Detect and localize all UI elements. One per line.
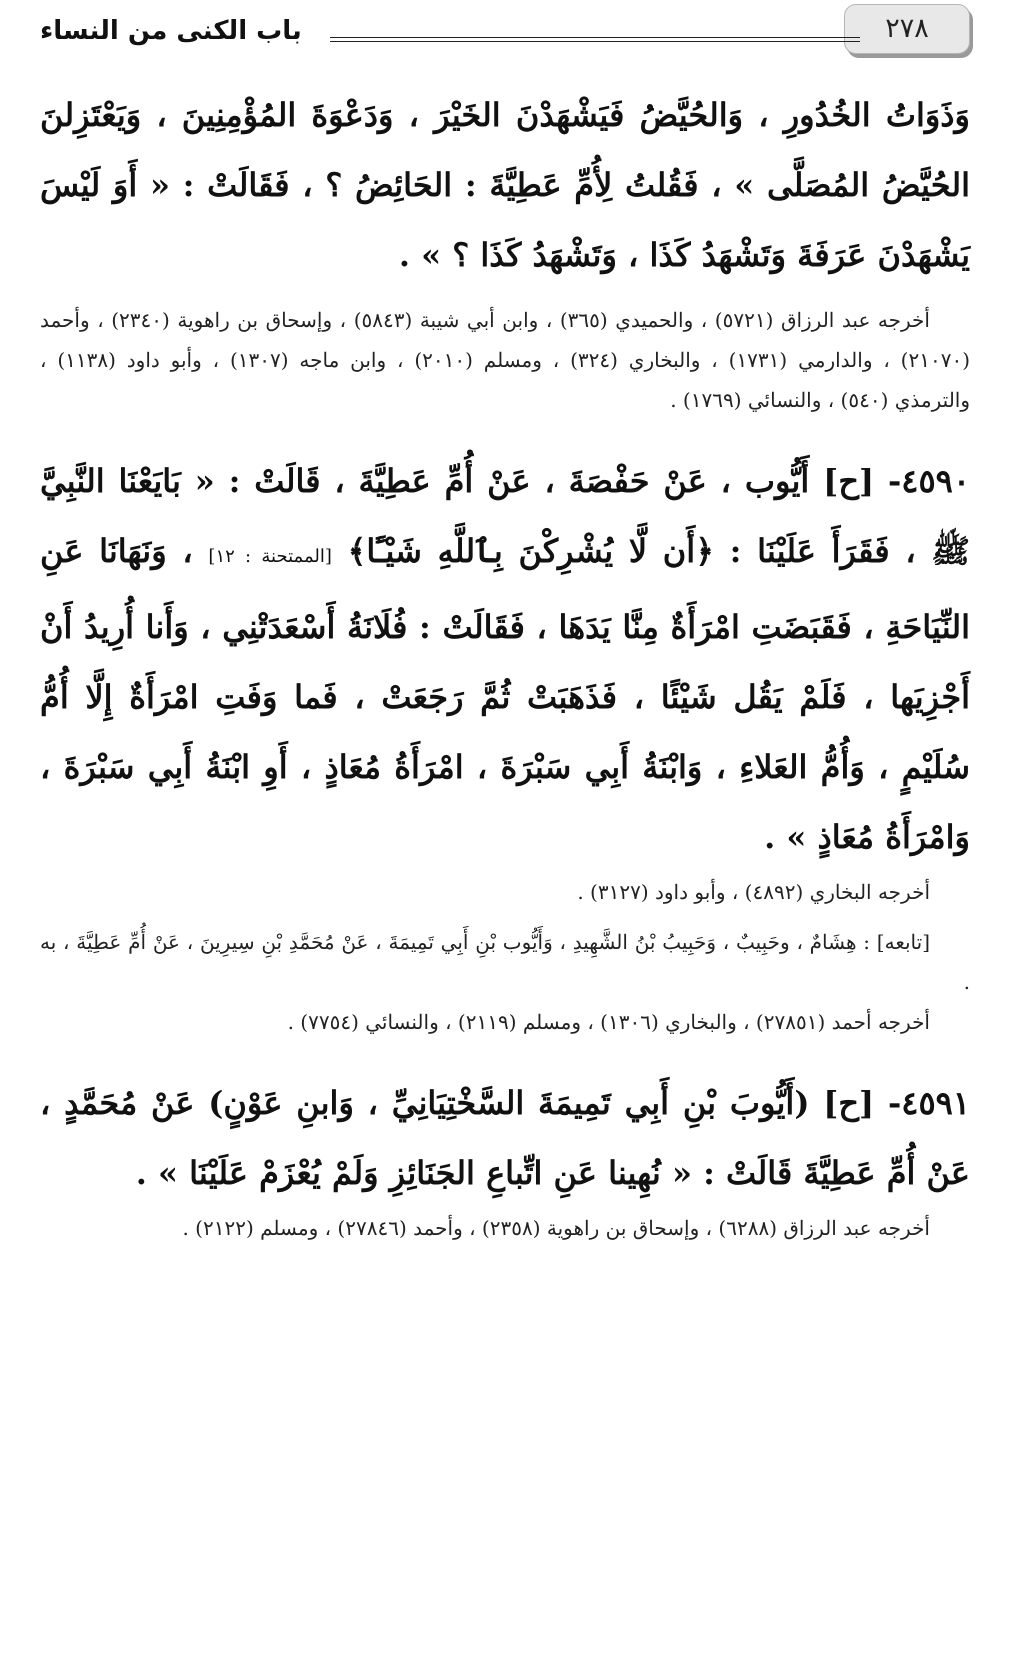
hadith-text-part: ٤٥٩٠- [ح] أَيُّوب ، عَنْ حَفْصَةَ ، عَنْ أُمِّ عَطِيَّةَ ، قَالَتْ : « بَايَعْنَا النَّبِيَّ ﷺ ، فَقَرَأَ عَلَيْنَا :	[40, 462, 971, 570]
quran-verse: ﴿أَن لَّا يُشْرِكْنَ بِٱللَّهِ شَيْـًٔا﴾	[347, 532, 714, 570]
hadith-text-part: ، وَنَهَانَا عَنِ النِّيَاحَةِ ، فَقَبَضَتِ امْرَأَةٌ مِنَّا يَدَهَا ، فَقَالَتْ : فُلَانَةُ أَسْعَدَتْنِي ، وَأَنا أُرِيدُ أَنْ أَجْزِيَها ، فَلَمْ يَقُل شَيْئًا ، فَذَهَبَتْ ثُمَّ رَجَعَتْ ، فَما وَفَتِ امْرَأَةٌ إِلَّا أُمُّ سُلَيْمٍ ، وَأُمُّ العَلاءِ ، وَابْنَةُ أَبِي سَبْرَةَ ، امْرَأَةُ مُعَاذٍ ، أَوِ ابْنَةُ أَبِي سَبْرَةَ ، وَامْرَأَةُ مُعَاذٍ » .	[40, 532, 970, 856]
verse-reference: [الممتحنة : ١٢]	[208, 546, 332, 567]
source-citation: أخرجه عبد الرزاق (٦٢٨٨) ، وإسحاق بن راهوية (٢٣٥٨) ، وأحمد (٢٧٨٤٦) ، ومسلم (٢١٢٢) .	[182, 1216, 930, 1240]
page-number: ٢٧٨	[844, 4, 970, 54]
source-citation: أخرجه أحمد (٢٧٨٥١) ، والبخاري (١٣٠٦) ، ومسلم (٢١١٩) ، والنسائي (٧٧٥٤) .	[287, 1010, 930, 1034]
hadith-4591	[40, 1068, 970, 1248]
source-citation: أخرجه عبد الرزاق (٥٧٢١) ، والحميدي (٣٦٥) ، وابن أبي شيبة (٥٨٤٣) ، وإسحاق بن راهوية (٢٣٤٠) ، وأحمد (٢١٠٧٠) ، والدارمي (١٧٣١) ، والبخاري (٣٢٤) ، ومسلم (٢٠١٠) ، وابن ماجه (١٣٠٧) ، وأبو داود (١١٣٨) ، والترمذي (٥٤٠) ، والنسائي (١٧٦٩) .	[40, 308, 970, 412]
page-header	[40, 0, 970, 62]
hadith-text-continuation: وَذَوَاتُ الخُدُورِ ، وَالحُيَّضُ فَيَشْهَدْنَ الخَيْرَ ، وَدَعْوَةَ المُؤْمِنِينَ ، وَيَعْتَزِلنَ الحُيَّضُ المُصَلَّى » ، فَقُلتُ لِأُمِّ عَطِيَّةَ : الحَائِضُ ؟ ، فَقَالَتْ : « أَوَ لَيْسَ يَشْهَدْنَ عَرَفَةَ وَتَشْهَدُ كَذَا ، وَتَشْهَدُ كَذَا ؟ » .	[40, 96, 970, 274]
page-content	[40, 80, 970, 1248]
follow-up-chain: [تابعه] : هِشَامٌ ، وحَبِيبٌ ، وَحَبِيبُ بْنُ الشَّهِيدِ ، وَأَيُّوب بْنِ أَبِي تَمِيمَةَ ، عَنْ مُحَمَّدِ بْنِ سِيرِينَ ، عَنْ أُمِّ عَطِيَّةَ ، به .	[40, 930, 970, 994]
hadith-text	[40, 446, 970, 872]
hadith-4590	[40, 446, 970, 1042]
chapter-title: باب الكنى من النساء	[40, 16, 302, 46]
source-citation: أخرجه البخاري (٤٨٩٢) ، وأبو داود (٣١٢٧) .	[577, 880, 930, 904]
header-divider	[330, 37, 860, 42]
hadith-text: ٤٥٩١- [ح] (أَيُّوبَ بْنِ أَبِي تَمِيمَةَ السَّخْتِيَانِيِّ ، وَابنِ عَوْنٍ) عَنْ مُحَمَّدٍ ، عَنْ أُمِّ عَطِيَّةَ قَالَتْ : « نُهِينا عَنِ اتِّباعِ الجَنَائِزِ وَلَمْ يُعْزَمْ عَلَيْنَا » .	[40, 1084, 970, 1192]
